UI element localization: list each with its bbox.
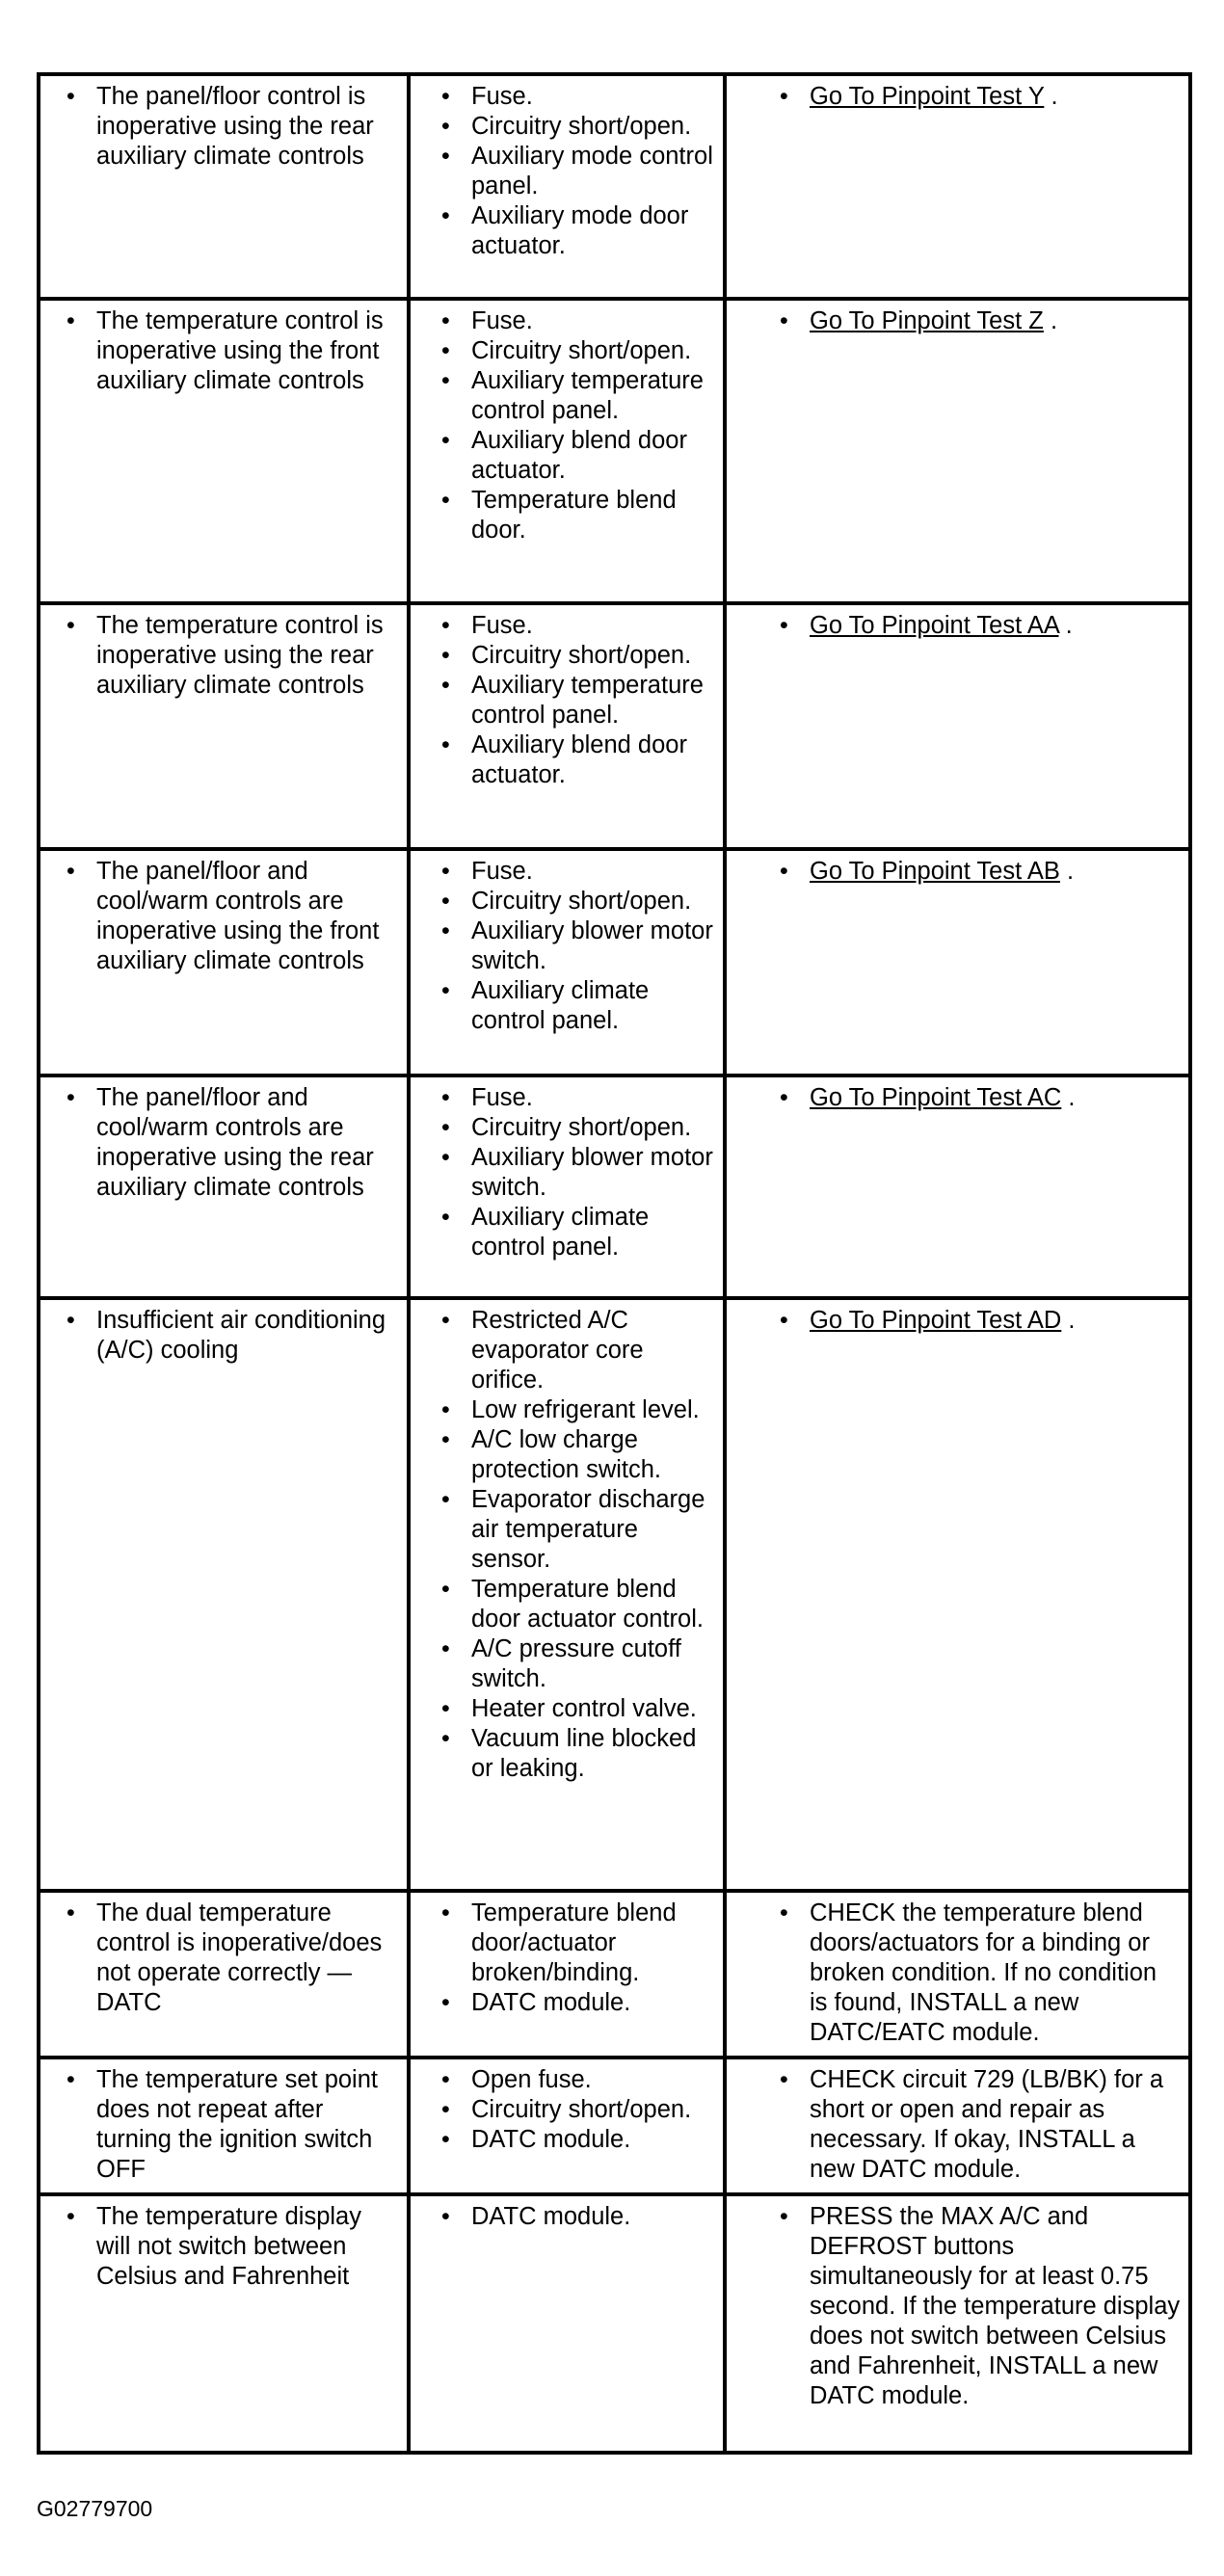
pinpoint-test-item: • Go To Pinpoint Test AD . xyxy=(810,1306,1181,1336)
possible-source-cell xyxy=(409,603,725,849)
condition-text: • The panel/floor control is inoperative using the rear auxiliary climate controls xyxy=(96,82,399,172)
table-row xyxy=(39,2194,1190,2453)
condition-text: • The temperature set point does not repeat after turning the ignition switch OFF xyxy=(96,2065,399,2185)
possible-source-item: • Auxiliary mode door actuator. xyxy=(471,201,715,261)
pinpoint-test-item: • Go To Pinpoint Test AC . xyxy=(810,1083,1181,1113)
possible-source-list xyxy=(418,2202,715,2232)
possible-source-cell xyxy=(409,299,725,603)
action-cell xyxy=(725,849,1190,1076)
possible-source-item: • A/C pressure cutoff switch. xyxy=(471,1634,715,1694)
possible-source-item: • Fuse. xyxy=(471,306,715,336)
possible-source-item: • Circuitry short/open. xyxy=(471,887,715,916)
table-body xyxy=(39,74,1190,2453)
pinpoint-test-link[interactable]: Go To Pinpoint Test AD xyxy=(810,1307,1062,1334)
possible-source-item: • Fuse. xyxy=(471,82,715,112)
possible-source-cell xyxy=(409,1891,725,2058)
pinpoint-test-item: • Go To Pinpoint Test AA . xyxy=(810,611,1181,641)
possible-source-item: • Auxiliary temperature control panel. xyxy=(471,366,715,426)
possible-source-item: • DATC module. xyxy=(471,2202,715,2232)
action-cell xyxy=(725,299,1190,603)
action-list xyxy=(734,1083,1181,1113)
possible-source-item: • DATC module. xyxy=(471,2125,715,2155)
possible-source-list xyxy=(418,2065,715,2155)
possible-source-list xyxy=(418,1899,715,2018)
possible-source-list xyxy=(418,1306,715,1784)
possible-source-cell xyxy=(409,2194,725,2453)
condition-cell xyxy=(39,849,409,1076)
possible-source-item: • Restricted A/C evaporator core orifice. xyxy=(471,1306,715,1395)
pinpoint-test-item: • Go To Pinpoint Test Y . xyxy=(810,82,1181,112)
possible-source-item: • Fuse. xyxy=(471,1083,715,1113)
possible-source-cell xyxy=(409,1298,725,1891)
condition-text: • The panel/floor and cool/warm controls are inoperative using the rear auxiliary climate controls xyxy=(96,1083,399,1203)
condition-cell xyxy=(39,299,409,603)
diagnosis-table xyxy=(37,72,1192,2455)
possible-source-list xyxy=(418,82,715,261)
condition-list xyxy=(48,82,399,172)
possible-source-item: • Circuitry short/open. xyxy=(471,2095,715,2125)
condition-list xyxy=(48,1899,399,2018)
pinpoint-test-link[interactable]: Go To Pinpoint Test AC xyxy=(810,1084,1062,1111)
possible-source-cell xyxy=(409,74,725,299)
table-row xyxy=(39,603,1190,849)
condition-text: • The temperature control is inoperative using the rear auxiliary climate controls xyxy=(96,611,399,701)
table-row xyxy=(39,299,1190,603)
possible-source-item: • Fuse. xyxy=(471,611,715,641)
condition-list xyxy=(48,611,399,701)
possible-source-item: • Auxiliary blower motor switch. xyxy=(471,1143,715,1203)
possible-source-item: • Auxiliary blend door actuator. xyxy=(471,730,715,790)
condition-text: • The temperature control is inoperative using the front auxiliary climate controls xyxy=(96,306,399,396)
possible-source-list xyxy=(418,611,715,790)
condition-list xyxy=(48,306,399,396)
action-list xyxy=(734,611,1181,641)
possible-source-item: • Auxiliary climate control panel. xyxy=(471,976,715,1036)
action-list xyxy=(734,857,1181,887)
possible-source-item: • Circuitry short/open. xyxy=(471,336,715,366)
action-list xyxy=(734,1899,1181,2048)
table-row xyxy=(39,1076,1190,1298)
possible-source-item: • Vacuum line blocked or leaking. xyxy=(471,1724,715,1784)
possible-source-item: • Auxiliary temperature control panel. xyxy=(471,671,715,730)
possible-source-item: • Auxiliary mode control panel. xyxy=(471,142,715,201)
possible-source-list xyxy=(418,857,715,1036)
condition-cell xyxy=(39,1298,409,1891)
possible-source-item: • Circuitry short/open. xyxy=(471,641,715,671)
possible-source-item: • Temperature blend door. xyxy=(471,486,715,545)
possible-source-item: • Auxiliary blend door actuator. xyxy=(471,426,715,486)
table-row xyxy=(39,1891,1190,2058)
action-cell xyxy=(725,1298,1190,1891)
possible-source-item: • Circuitry short/open. xyxy=(471,112,715,142)
action-text: • CHECK the temperature blend doors/actuators for a binding or broken condition. If no condition is found, INSTALL a new DATC/EATC module. xyxy=(810,1899,1181,2048)
pinpoint-test-item: • Go To Pinpoint Test Z . xyxy=(810,306,1181,336)
condition-cell xyxy=(39,1076,409,1298)
pinpoint-test-link[interactable]: Go To Pinpoint Test Z xyxy=(810,307,1044,334)
condition-text: • The panel/floor and cool/warm controls are inoperative using the front auxiliary climate controls xyxy=(96,857,399,976)
possible-source-list xyxy=(418,1083,715,1262)
pinpoint-test-item: • Go To Pinpoint Test AB . xyxy=(810,857,1181,887)
action-cell xyxy=(725,2058,1190,2194)
table-row xyxy=(39,74,1190,299)
condition-list xyxy=(48,1306,399,1366)
action-cell xyxy=(725,603,1190,849)
possible-source-item: • Heater control valve. xyxy=(471,1694,715,1724)
action-list xyxy=(734,2065,1181,2185)
action-list xyxy=(734,306,1181,336)
condition-cell xyxy=(39,2194,409,2453)
possible-source-item: • Auxiliary blower motor switch. xyxy=(471,916,715,976)
possible-source-cell xyxy=(409,1076,725,1298)
pinpoint-test-link[interactable]: Go To Pinpoint Test AA xyxy=(810,612,1059,639)
pinpoint-test-link[interactable]: Go To Pinpoint Test Y xyxy=(810,83,1045,110)
action-text: • PRESS the MAX A/C and DEFROST buttons simultaneously for at least 0.75 second. If the temperature display does not switch between Celsius and Fahrenheit, INSTALL a new DATC module. xyxy=(810,2202,1181,2411)
condition-cell xyxy=(39,74,409,299)
condition-text: • Insufficient air conditioning (A/C) cooling xyxy=(96,1306,399,1366)
pinpoint-test-link[interactable]: Go To Pinpoint Test AB xyxy=(810,858,1060,885)
figure-id: G02779700 xyxy=(37,2496,153,2521)
possible-source-item: • Evaporator discharge air temperature sensor. xyxy=(471,1485,715,1575)
table-row xyxy=(39,1298,1190,1891)
condition-text: • The dual temperature control is inoperative/does not operate correctly — DATC xyxy=(96,1899,399,2018)
condition-list xyxy=(48,2202,399,2292)
action-text: • CHECK circuit 729 (LB/BK) for a short or open and repair as necessary. If okay, INSTALL a new DATC module. xyxy=(810,2065,1181,2185)
condition-cell xyxy=(39,603,409,849)
possible-source-item: • DATC module. xyxy=(471,1988,715,2018)
action-cell xyxy=(725,2194,1190,2453)
condition-list xyxy=(48,1083,399,1203)
condition-cell xyxy=(39,2058,409,2194)
possible-source-item: • Temperature blend door/actuator broken/binding. xyxy=(471,1899,715,1988)
possible-source-item: • Auxiliary climate control panel. xyxy=(471,1203,715,1262)
table-row xyxy=(39,849,1190,1076)
condition-list xyxy=(48,2065,399,2185)
possible-source-item: • Temperature blend door actuator control. xyxy=(471,1575,715,1634)
possible-source-item: • Circuitry short/open. xyxy=(471,1113,715,1143)
action-list xyxy=(734,1306,1181,1336)
action-cell xyxy=(725,74,1190,299)
condition-text: • The temperature display will not switch between Celsius and Fahrenheit xyxy=(96,2202,399,2292)
action-cell xyxy=(725,1891,1190,2058)
condition-list xyxy=(48,857,399,976)
action-list xyxy=(734,82,1181,112)
possible-source-item: • Open fuse. xyxy=(471,2065,715,2095)
table-row xyxy=(39,2058,1190,2194)
possible-source-item: • Fuse. xyxy=(471,857,715,887)
action-list xyxy=(734,2202,1181,2411)
possible-source-list xyxy=(418,306,715,545)
possible-source-cell xyxy=(409,849,725,1076)
possible-source-cell xyxy=(409,2058,725,2194)
action-cell xyxy=(725,1076,1190,1298)
condition-cell xyxy=(39,1891,409,2058)
possible-source-item: • A/C low charge protection switch. xyxy=(471,1425,715,1485)
possible-source-item: • Low refrigerant level. xyxy=(471,1395,715,1425)
